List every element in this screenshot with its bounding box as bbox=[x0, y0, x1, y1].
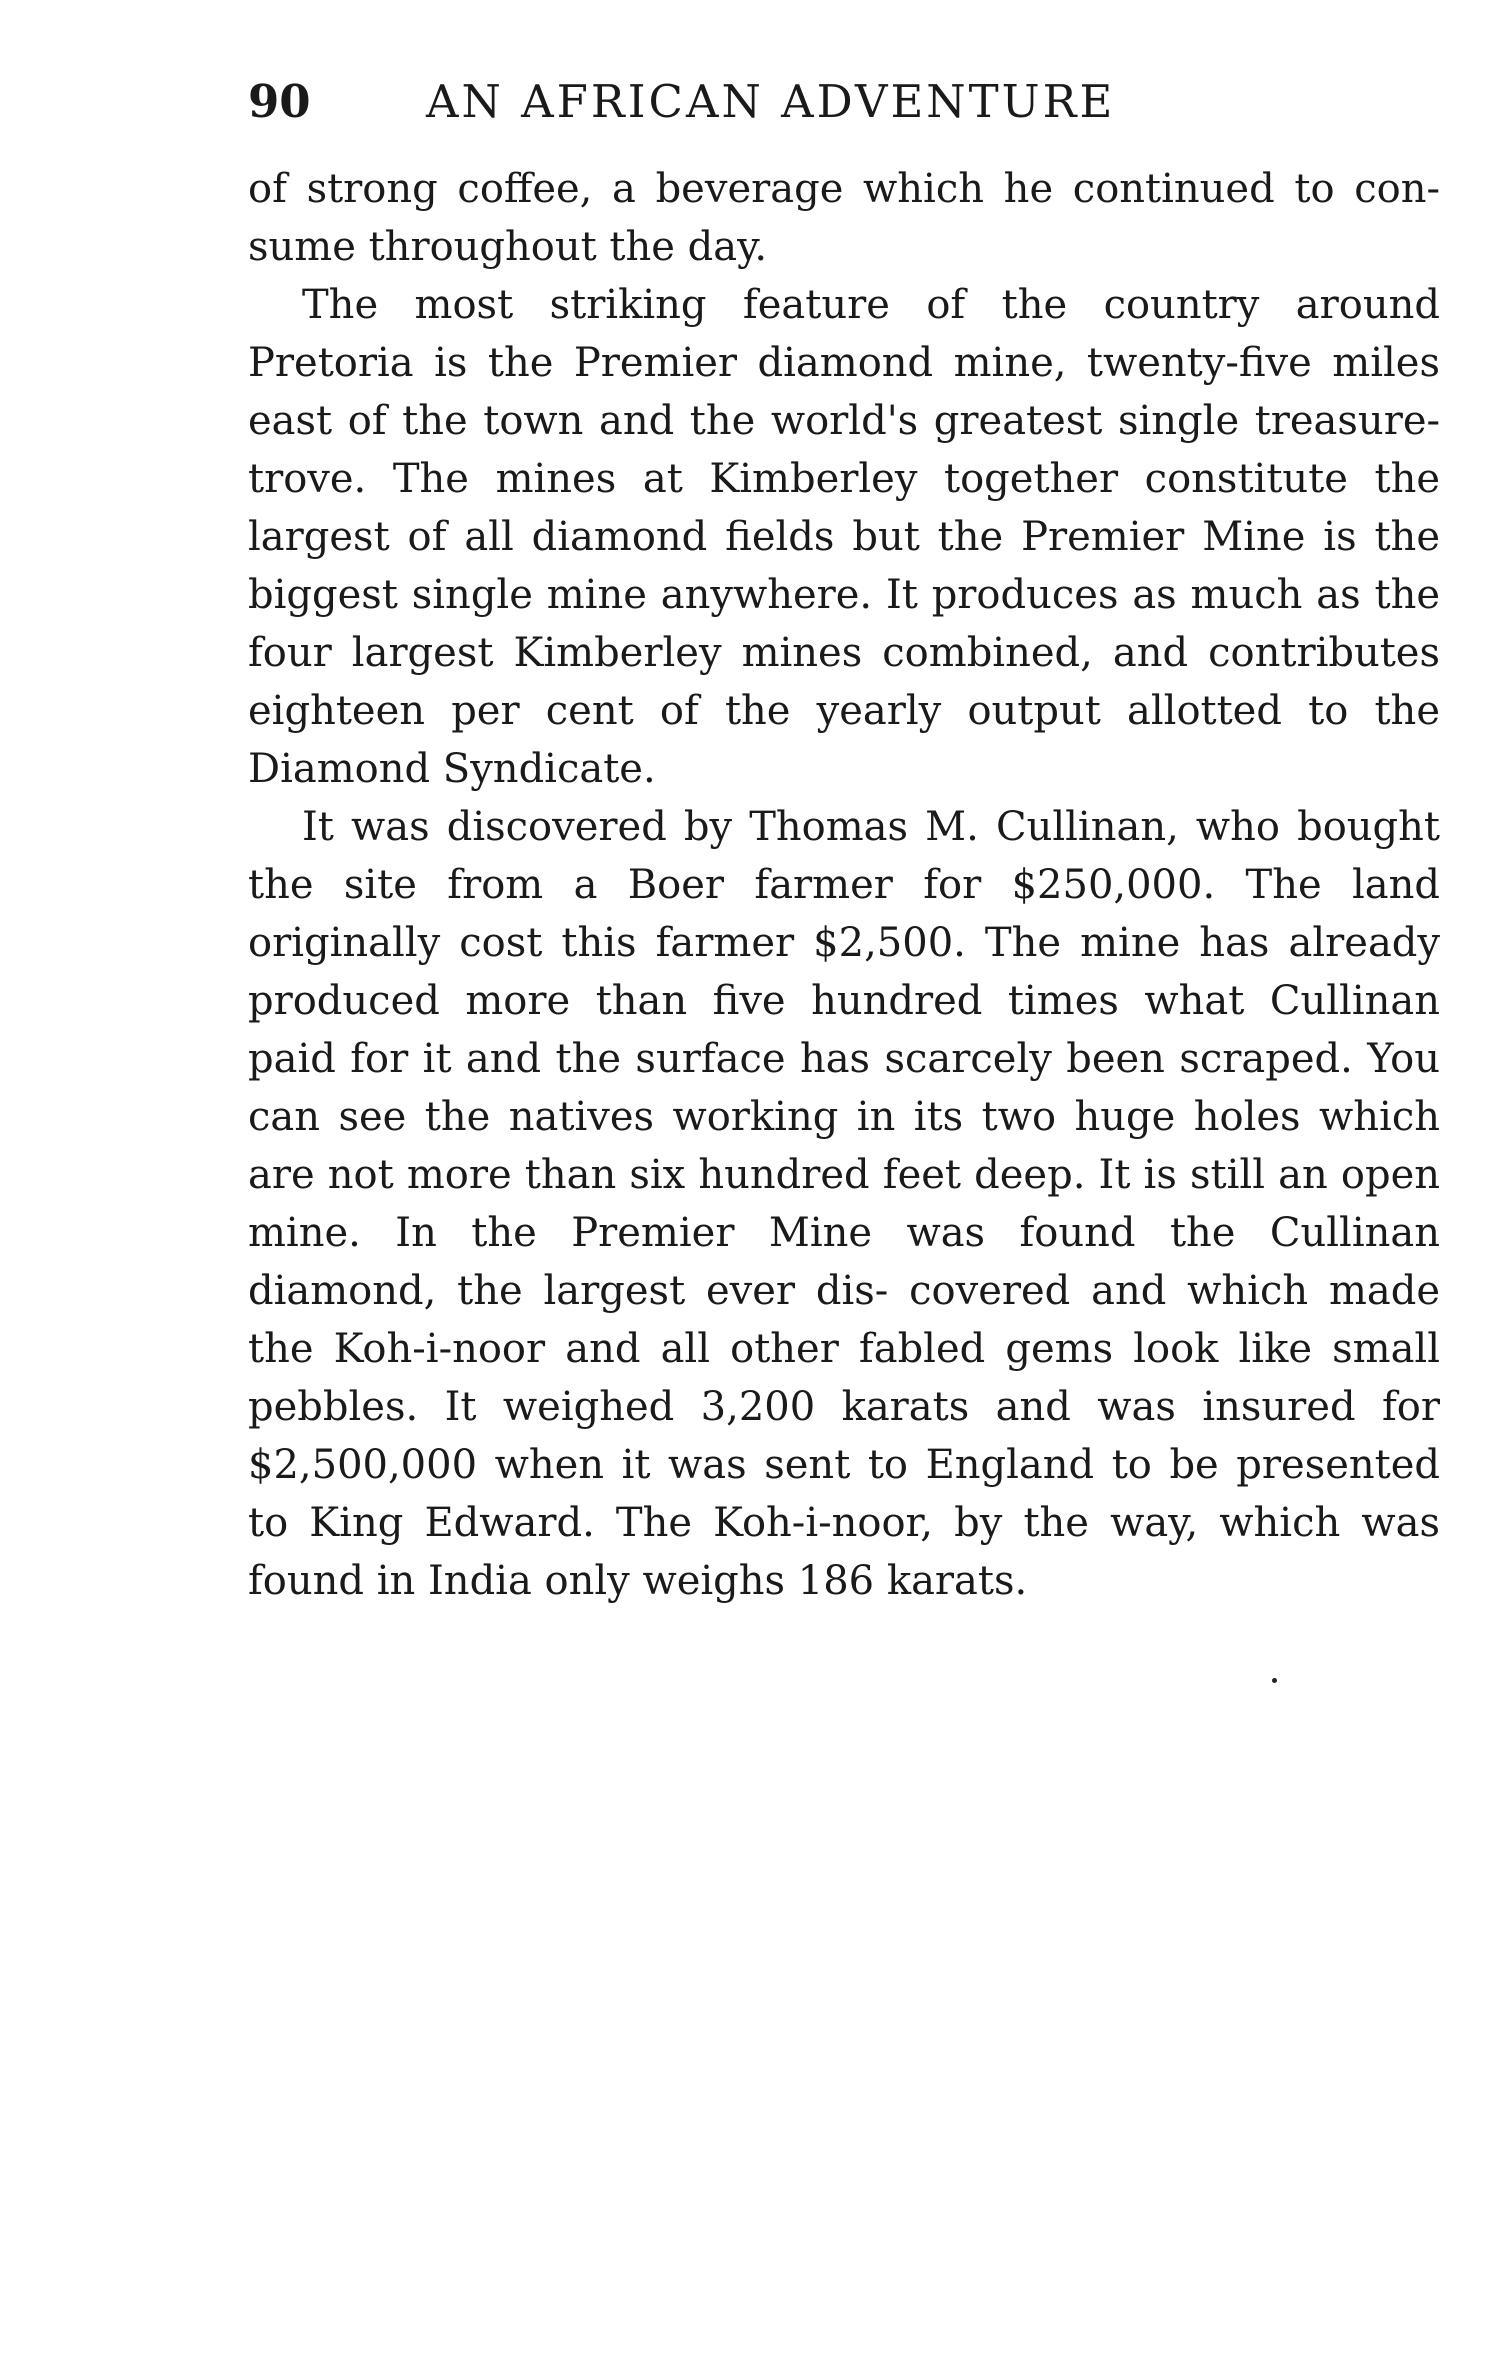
body-text bbox=[248, 160, 1440, 1610]
page-number: 90 bbox=[248, 75, 311, 128]
running-head bbox=[248, 72, 1244, 132]
paragraph-continuation: of strong coffee, a beverage which he continued to con- sume throughout the day. bbox=[248, 166, 1440, 270]
running-title: AN AFRICAN ADVENTURE bbox=[426, 75, 1116, 128]
paragraph-cullinan: It was discovered by Thomas M. Cullinan, who bought the site from a Boer farmer for $250,000. The land originally cost this farmer $2,500. The mine has already produced more than five hundred times what Cullinan paid for it and the surface has scarcely been scraped. You can see the natives working in its two huge holes which are not more than six hundred feet deep. It is still an open mine. In the Premier Mine was found the Cullinan diamond, the largest ever dis- covered and which made the Koh-i-noor and all other fabled gems look like small pebbles. It weighed 3,200 karats and was insured for $2,500,000 when it was sent to England to be presented to King Edward. The Koh-i-noor, by the way, which was found in India only weighs 186 karats. bbox=[248, 804, 1440, 1604]
print-speck bbox=[1272, 1678, 1277, 1683]
paragraph-premier-mine: The most striking feature of the country around Pretoria is the Premier diamond mine, twenty-five miles east of the town and the world's greatest single treasure- trove. The mines at Kimberley together constitute the largest of all diamond fields but the Premier Mine is the biggest single mine anywhere. It produces as much as the four largest Kimberley mines combined, and contributes eighteen per cent of the yearly output allotted to the Diamond Syndicate. bbox=[248, 282, 1440, 792]
